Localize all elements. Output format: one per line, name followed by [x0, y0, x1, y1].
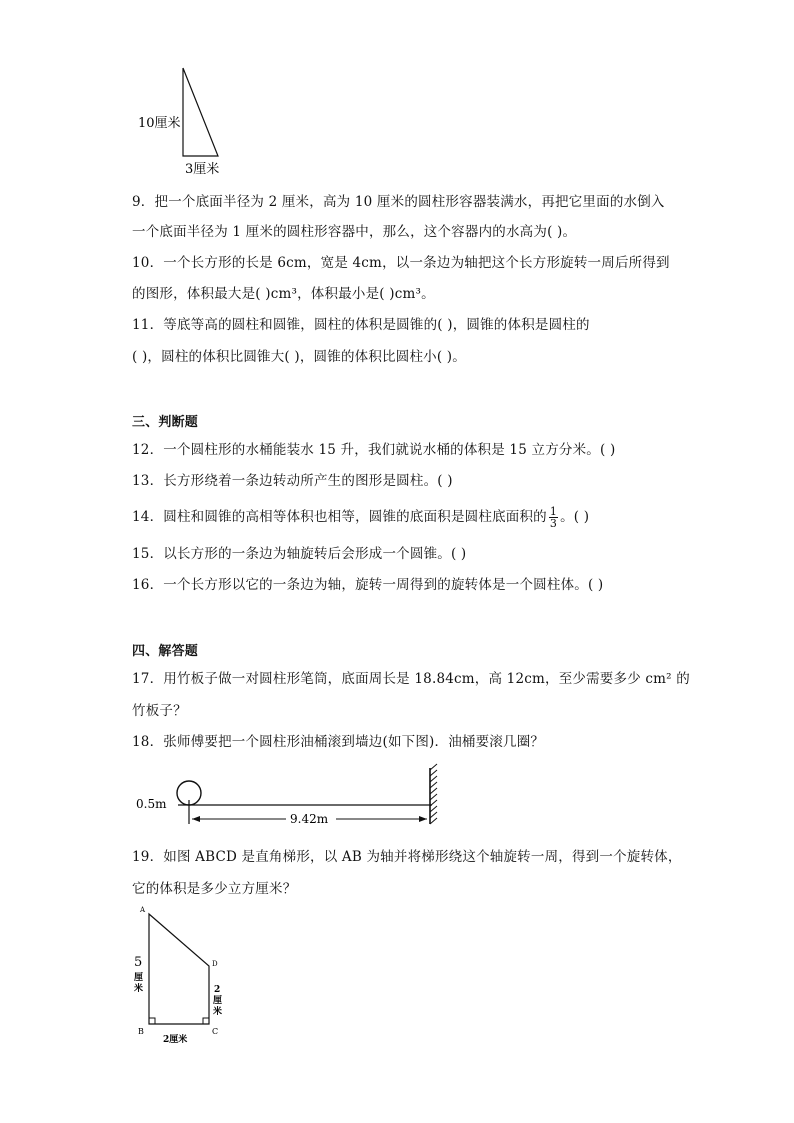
triangle-shape	[183, 68, 218, 156]
triangle-height-label: 10厘米	[138, 116, 181, 131]
q10-line1: 10．一个长方形的长是 6cm，宽是 4cm，以一条边为轴把这个长方形旋转一周后所得到	[132, 255, 670, 271]
dc-length-unit-1: 厘	[213, 996, 223, 1006]
q16-text: 16．一个长方形以它的一条边为轴，旋转一周得到的旋转体是一个圆柱体。( )	[132, 577, 604, 593]
ab-length-unit-2: 米	[134, 984, 144, 994]
q9-line1: 9．把一个底面半径为 2 厘米，高为 10 厘米的圆柱形容器装满水，再把它里面的水倒入	[132, 194, 665, 210]
q17-line2: 竹板子？	[132, 703, 187, 719]
q13-text: 13．长方形绕着一条边转动所产生的图形是圆柱。( )	[132, 473, 453, 489]
bc-length-label: 2厘米	[163, 1035, 188, 1045]
q14-text-before: 14．圆柱和圆锥的高相等体积也相等，圆锥的底面积是圆柱底面积的	[132, 509, 547, 525]
label-b: B	[138, 1027, 144, 1036]
q14-fraction-numerator: 1	[549, 505, 558, 518]
trapezoid-shape	[149, 914, 209, 1024]
dc-length-unit-2: 米	[213, 1007, 223, 1017]
q11-line1: 11．等底等高的圆柱和圆锥，圆柱的体积是圆锥的( )，圆锥的体积是圆柱的	[132, 317, 590, 333]
section4-title: 四、解答题	[132, 644, 199, 659]
q9-line2: 一个底面半径为 1 厘米的圆柱形容器中，那么，这个容器内的水高为( )。	[132, 224, 577, 240]
label-c: C	[212, 1027, 219, 1036]
label-a: A	[140, 906, 146, 914]
section3-title: 三、判断题	[132, 415, 199, 430]
dc-length-number: 2	[214, 985, 221, 995]
q12-text: 12．一个圆柱形的水桶能装水 15 升，我们就说水桶的体积是 15 立方分米。( )	[132, 442, 616, 458]
q14-text	[132, 506, 589, 529]
barrel-figure	[132, 762, 442, 832]
q19-line2: 它的体积是多少立方厘米？	[132, 881, 297, 897]
ab-length-unit-1: 厘	[134, 973, 144, 983]
q14-fraction	[549, 506, 558, 529]
q10-line2: 的图形，体积最大是( )cm³，体积最小是( )cm³。	[132, 286, 435, 302]
q18-text: 18．张师傅要把一个圆柱形油桶滚到墙边(如下图)．油桶要滚几圈？	[132, 734, 545, 750]
triangle-figure	[130, 62, 240, 182]
q11-line2: ( )，圆柱的体积比圆锥大( )，圆锥的体积比圆柱小( )。	[132, 349, 466, 365]
label-d: D	[212, 960, 218, 968]
q14-text-after: 。( )	[560, 509, 590, 525]
barrel-distance-label: 9.42m	[290, 812, 329, 826]
triangle-base-label: 3厘米	[185, 162, 220, 177]
q19-line1: 19．如图 ABCD 是直角梯形，以 AB 为轴并将梯形绕这个轴旋转一周，得到一个旋转体，	[132, 849, 682, 865]
q15-text: 15．以长方形的一条边为轴旋转后会形成一个圆锥。( )	[132, 546, 467, 562]
q17-line1: 17．用竹板子做一对圆柱形笔筒，底面周长是 18.84cm，高 12cm，至少需要多少 cm² 的	[132, 671, 690, 687]
barrel-diameter-label: 0.5m	[136, 797, 167, 811]
ab-length-number: 5	[134, 955, 143, 970]
wall-hatching	[430, 764, 437, 824]
trapezoid-figure	[132, 902, 232, 1052]
q14-fraction-denominator: 3	[549, 517, 558, 530]
